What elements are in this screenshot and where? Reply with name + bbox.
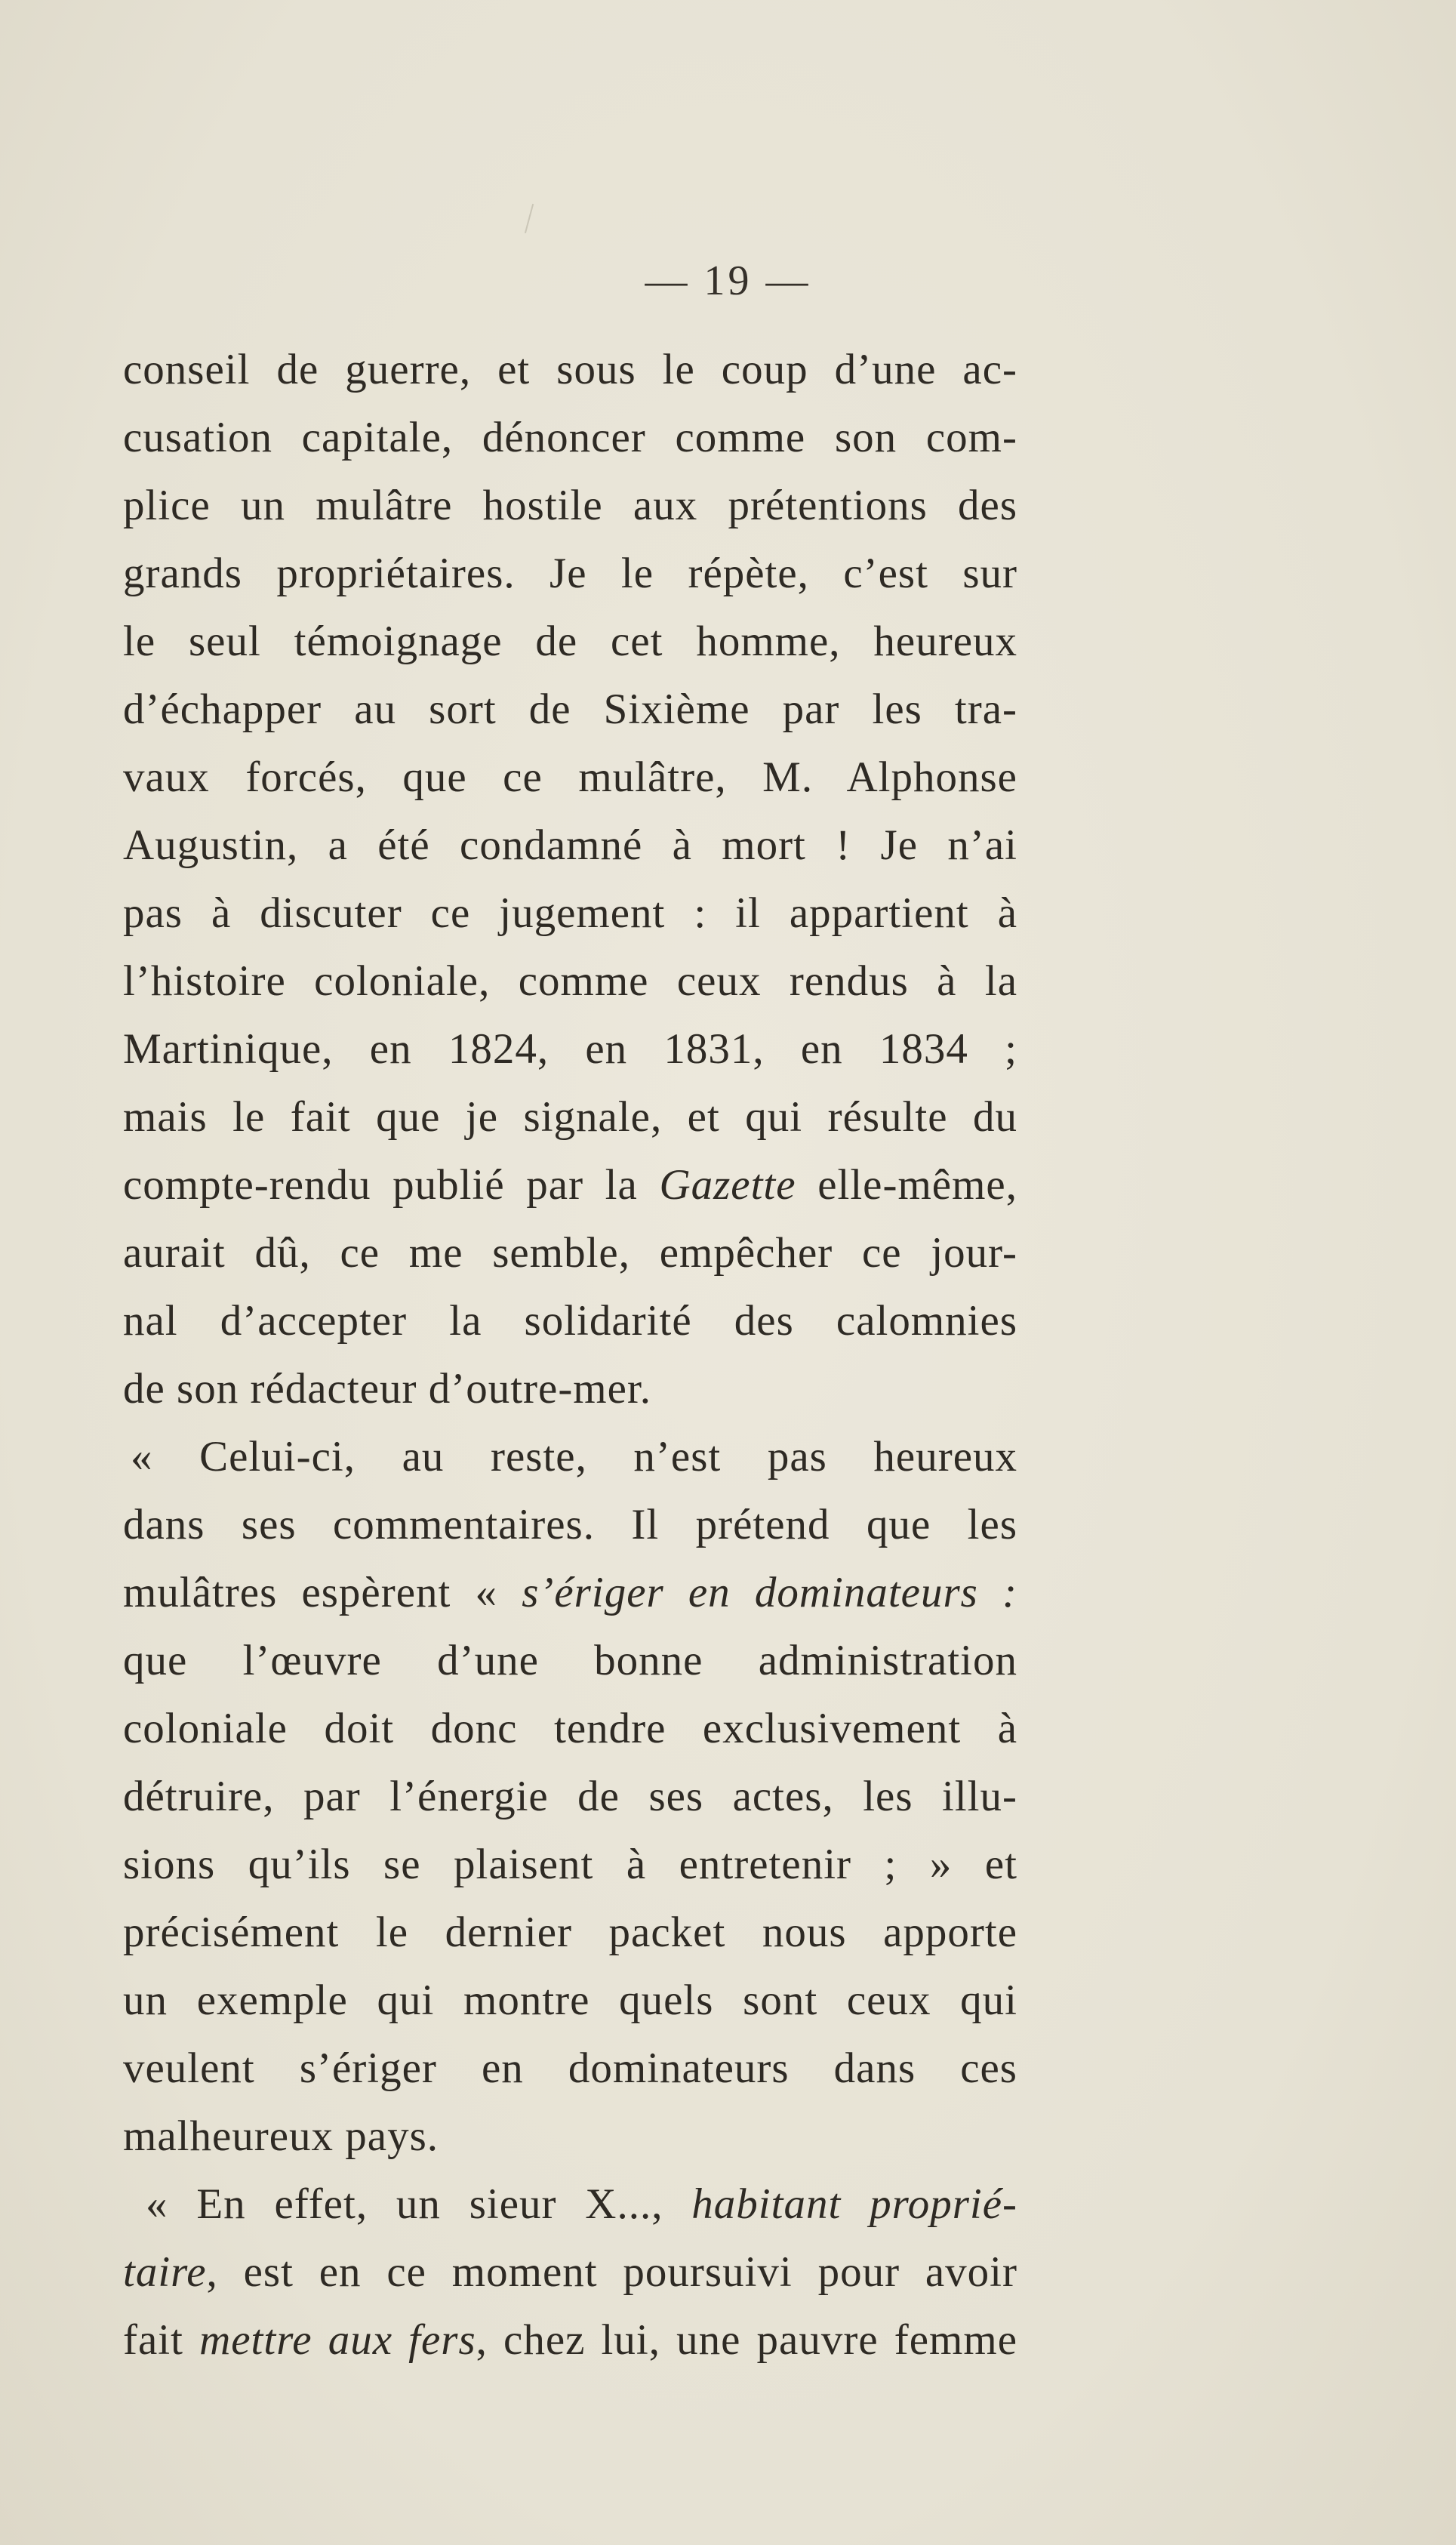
text-line: mulâtres espèrent « s’ériger en dominateurs : xyxy=(123,1569,1017,1616)
text-line: « En effet, un sieur X..., habitant proprié- xyxy=(146,2180,1017,2228)
text-line: l’histoire coloniale, comme ceux rendus à la xyxy=(123,957,1017,1005)
text-line: précisément le dernier packet nous apporte xyxy=(123,1909,1017,1956)
text-line: pas à discuter ce jugement : il appartient à xyxy=(123,889,1017,937)
text-line: veulent s’ériger en dominateurs dans ces xyxy=(123,2044,1017,2092)
text-line: grands propriétaires. Je le répète, c’est sur xyxy=(123,550,1017,597)
text-line: cusation capitale, dénoncer comme son com- xyxy=(123,414,1017,461)
text-line: coloniale doit donc tendre exclusivement à xyxy=(123,1705,1017,1752)
paper-mark xyxy=(525,204,537,234)
text-line: conseil de guerre, et sous le coup d’une ac- xyxy=(123,346,1017,393)
text-line: plice un mulâtre hostile aux prétentions des xyxy=(123,482,1017,529)
text-line: de son rédacteur d’outre-mer. xyxy=(123,1365,652,1413)
text-line: dans ses commentaires. Il prétend que les xyxy=(123,1501,1017,1548)
body-text xyxy=(123,336,1017,2374)
text-line: détruire, par l’énergie de ses actes, les illu- xyxy=(123,1773,1017,1820)
text-line: sions qu’ils se plaisent à entretenir ; » et xyxy=(123,1841,1017,1888)
text-line: compte-rendu publié par la Gazette elle-même, xyxy=(123,1161,1017,1209)
text-line: « Celui-ci, au reste, n’est pas heureux xyxy=(131,1433,1017,1480)
text-line: que l’œuvre d’une bonne administration xyxy=(123,1637,1017,1684)
text-line: nal d’accepter la solidarité des calomnies xyxy=(123,1297,1017,1345)
text-line: un exemple qui montre quels sont ceux qui xyxy=(123,1977,1017,2024)
text-line: Augustin, a été condamné à mort ! Je n’ai xyxy=(123,821,1017,869)
text-line: malheureux pays. xyxy=(123,2112,439,2160)
text-line: d’échapper au sort de Sixième par les tra- xyxy=(123,686,1017,733)
text-line: fait mettre aux fers, chez lui, une pauvre femme xyxy=(123,2316,1017,2364)
text-line: Martinique, en 1824, en 1831, en 1834 ; xyxy=(123,1025,1017,1073)
page-number: — 19 — xyxy=(645,257,811,304)
text-line: taire, est en ce moment poursuivi pour avoir xyxy=(123,2248,1017,2296)
text-line: aurait dû, ce me semble, empêcher ce jour- xyxy=(123,1229,1017,1277)
text-line: mais le fait que je signale, et qui résulte du xyxy=(123,1093,1017,1141)
text-line: vaux forcés, que ce mulâtre, M. Alphonse xyxy=(123,753,1017,801)
text-line: le seul témoignage de cet homme, heureux xyxy=(123,618,1017,665)
